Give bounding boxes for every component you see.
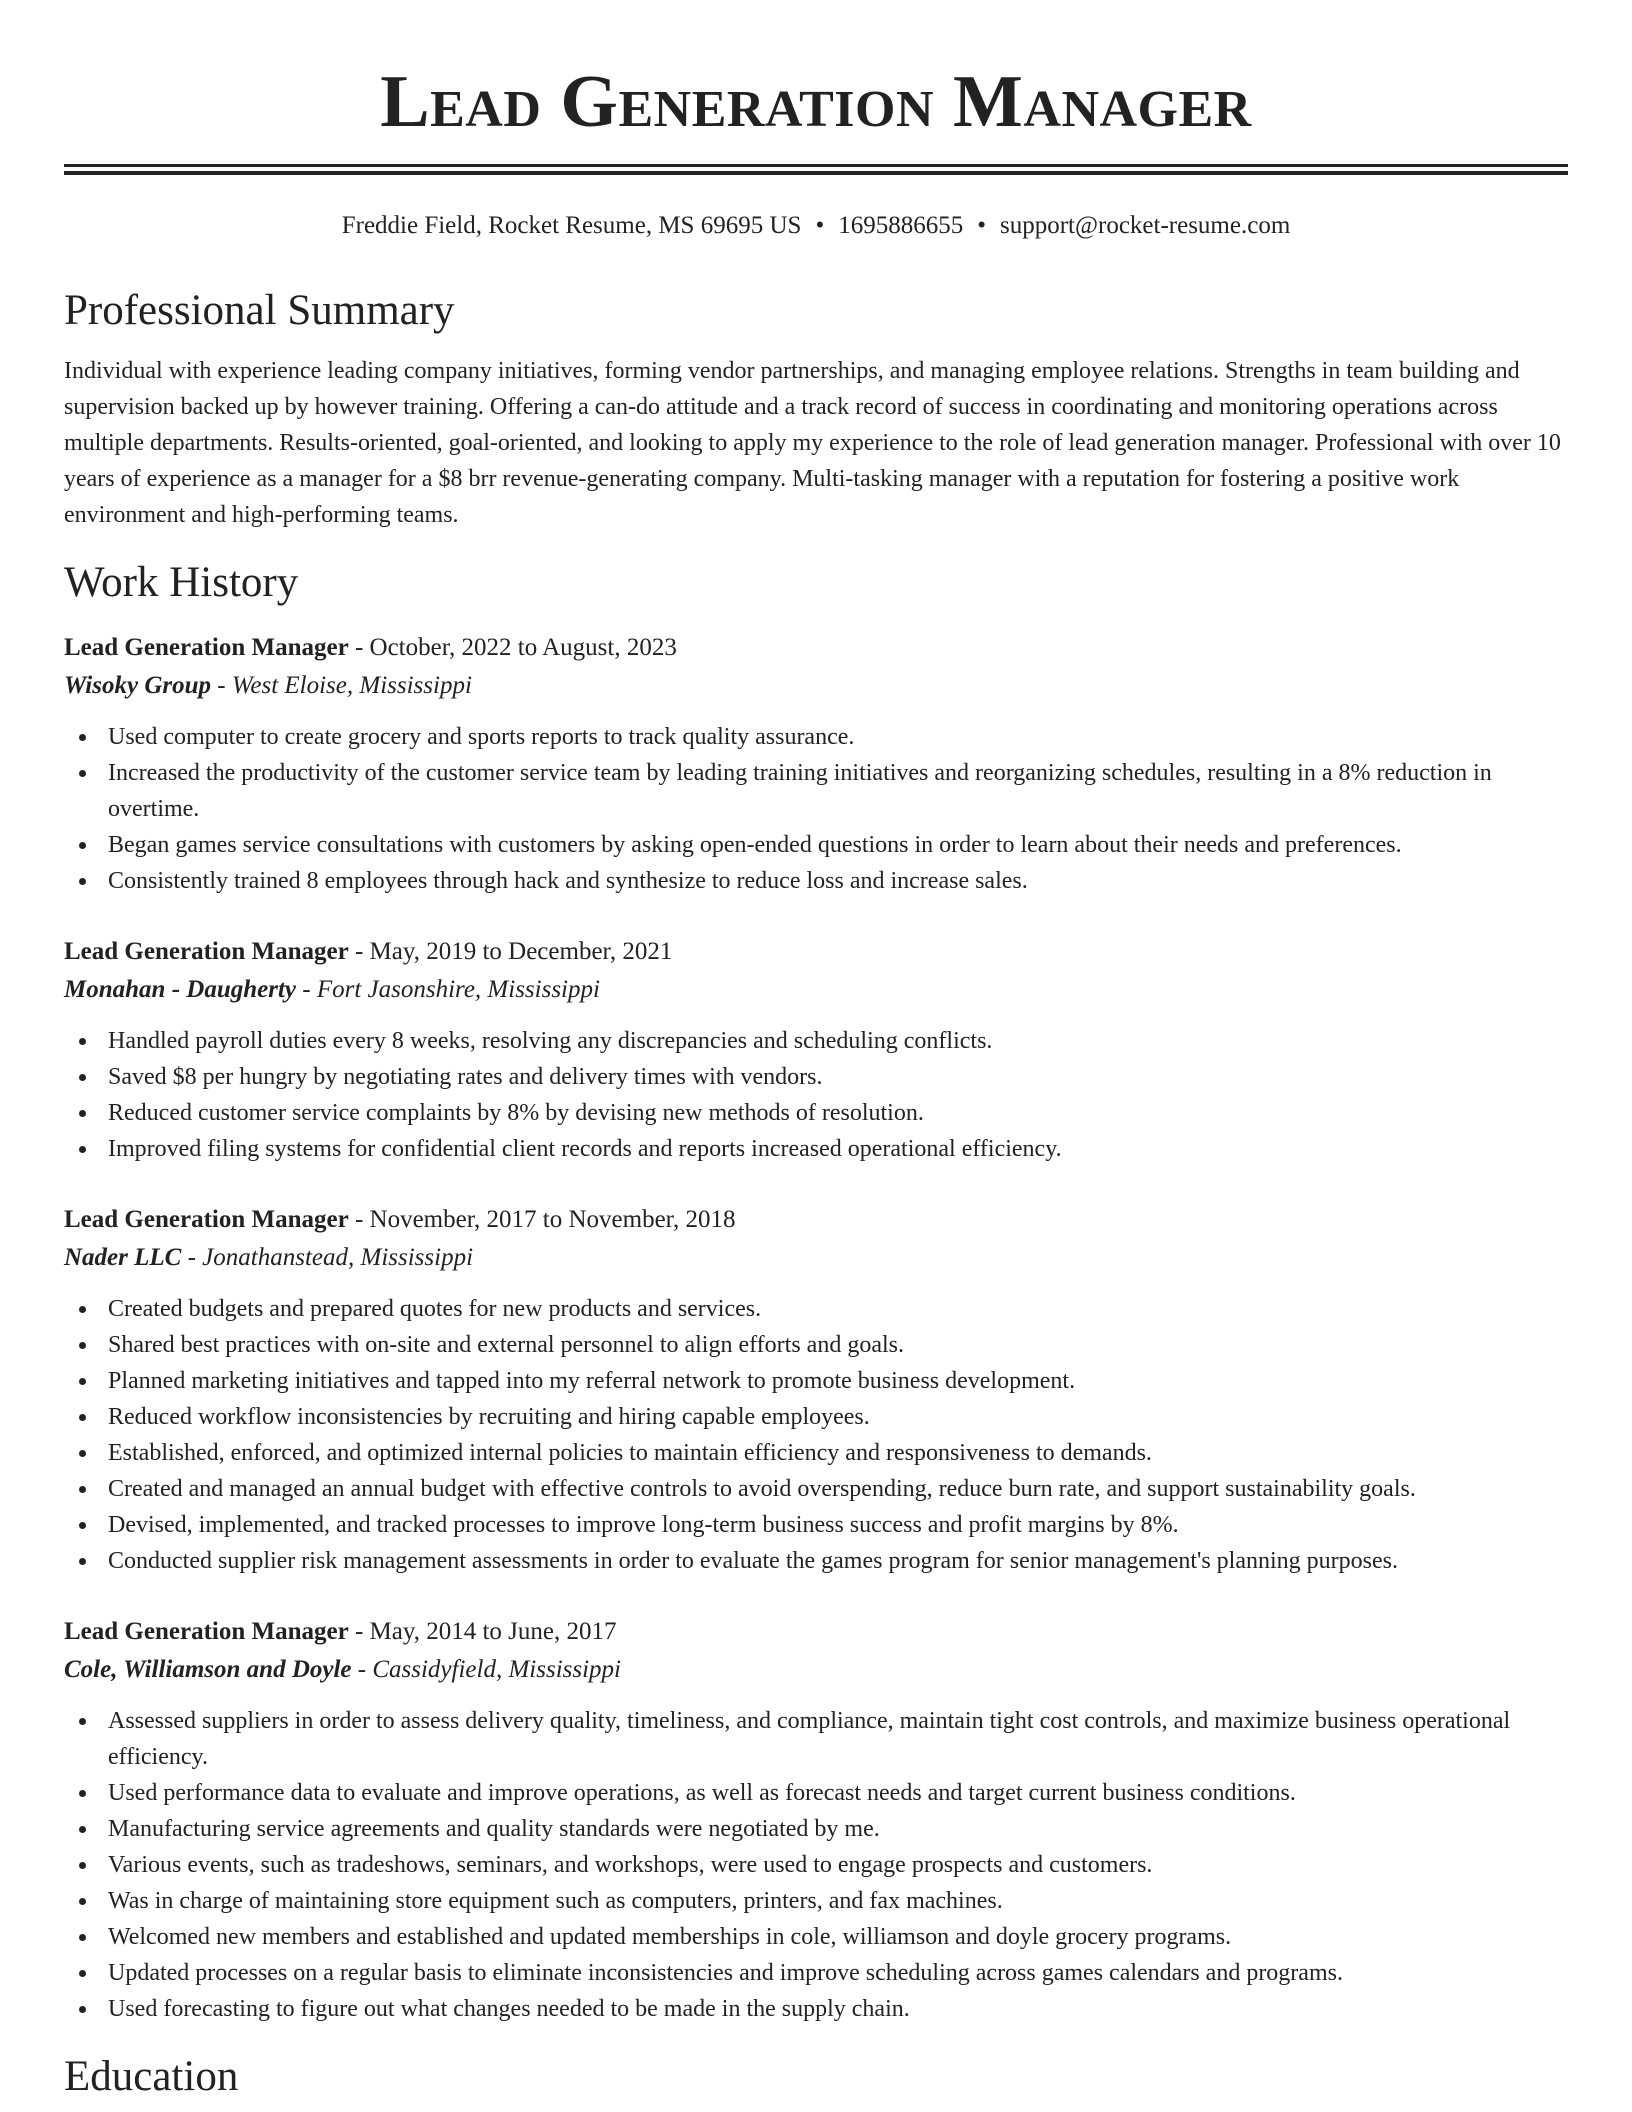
bullet-text: Saved $8 per hungry by negotiating rates and delivery times with vendors. <box>108 1064 823 1090</box>
work-history-heading: Work History <box>64 559 299 606</box>
bullet-text: Used forecasting to figure out what changes needed to be made in the supply chain. <box>108 1996 910 2022</box>
employer-line <box>64 667 1568 705</box>
bullet-dot-icon <box>79 1862 86 1869</box>
bullet-text: Increased the productivity of the customer service team by leading training initiatives and reorganizing schedules, resulting in a 8% reduction in overtime. <box>108 760 1492 822</box>
bullet-text: Devised, implemented, and tracked processes to improve long-term business success and profit margins by 8%. <box>108 1512 1179 1538</box>
bullet-text: Improved filing systems for confidential client records and reports increased operational efficiency. <box>108 1136 1062 1162</box>
list-item <box>64 1991 1568 2027</box>
job-title-line <box>64 1613 1568 1651</box>
employer-name: Monahan - Daugherty <box>64 976 296 1003</box>
bullet-dot-icon <box>79 1934 86 1941</box>
work-history-list <box>64 629 1568 2027</box>
bullet-text: Created budgets and prepared quotes for new products and services. <box>108 1296 762 1322</box>
employer-line <box>64 1239 1568 1277</box>
bullet-text: Shared best practices with on-site and external personnel to align efforts and goals. <box>108 1332 904 1358</box>
bullet-dot-icon <box>79 1074 86 1081</box>
list-item <box>64 1775 1568 1811</box>
bullet-dot-icon <box>79 1110 86 1117</box>
list-item <box>64 1327 1568 1363</box>
list-item <box>64 827 1568 863</box>
list-item <box>64 1471 1568 1507</box>
job-title: Lead Generation Manager <box>64 634 349 661</box>
job-bullets <box>64 1291 1568 1579</box>
job-title-line <box>64 1201 1568 1239</box>
summary-heading: Professional Summary <box>64 287 455 334</box>
bullet-dot-icon <box>79 734 86 741</box>
bullet-text: Planned marketing initiatives and tapped into my referral network to promote business development. <box>108 1368 1076 1394</box>
bullet-dot-icon <box>79 1486 86 1493</box>
job-dates: - May, 2019 to December, 2021 <box>348 938 673 965</box>
bullet-dot-icon <box>79 1558 86 1565</box>
list-item <box>64 1363 1568 1399</box>
bullet-text: Used performance data to evaluate and improve operations, as well as forecast needs and target current business conditions. <box>108 1780 1296 1806</box>
list-item <box>64 1919 1568 1955</box>
bullet-text: Various events, such as tradeshows, seminars, and workshops, were used to engage prospects and customers. <box>108 1852 1153 1878</box>
employer-location: - West Eloise, Mississippi <box>211 672 472 699</box>
bullet-dot-icon <box>79 1826 86 1833</box>
bullet-dot-icon <box>79 1146 86 1153</box>
bullet-dot-icon <box>79 1898 86 1905</box>
employer-name: Cole, Williamson and Doyle <box>64 1656 352 1683</box>
bullet-text: Conducted supplier risk management assessments in order to evaluate the games program for senior management's planning purposes. <box>108 1548 1398 1574</box>
bullet-text: Began games service consultations with customers by asking open-ended questions in order to learn about their needs and preferences. <box>108 832 1402 858</box>
employer-location: - Cassidyfield, Mississippi <box>351 1656 621 1683</box>
bullet-dot-icon <box>79 1450 86 1457</box>
list-item <box>64 1847 1568 1883</box>
list-item <box>64 1811 1568 1847</box>
list-item <box>64 1955 1568 1991</box>
bullet-dot-icon <box>79 878 86 885</box>
employer-location: - Jonathanstead, Mississippi <box>181 1244 474 1271</box>
list-item <box>64 1059 1568 1095</box>
summary-text: Individual with experience leading company initiatives, forming vendor partnerships, and managing employee relations. Strengths in team building and supervision backed up by however training. Offering a can-do attitude and a track record of success in coordinating and monitoring operations across multiple departments. Results-oriented, goal-oriented, and looking to apply my experience to the role of lead generation manager. Professional with over 10 years of experience as a manager for a $8 brr revenue-generating company. Multi-tasking manager with a reputation for fostering a positive work environment and high-performing teams. <box>64 358 1561 528</box>
job-title-line <box>64 933 1568 971</box>
contact-address: Freddie Field, Rocket Resume, MS 69695 US <box>341 212 802 239</box>
job-entry <box>64 1201 1568 1579</box>
employer-name: Nader LLC <box>64 1244 182 1271</box>
list-item <box>64 1095 1568 1131</box>
job-title: Lead Generation Manager <box>64 1206 349 1233</box>
job-bullets <box>64 1023 1568 1167</box>
job-dates: - November, 2017 to November, 2018 <box>348 1206 736 1233</box>
list-item <box>64 1291 1568 1327</box>
bullet-dot-icon <box>79 1970 86 1977</box>
contact-email: support@rocket-resume.com <box>999 212 1291 239</box>
job-entry <box>64 1613 1568 2027</box>
list-item <box>64 1507 1568 1543</box>
bullet-text: Established, enforced, and optimized internal policies to maintain efficiency and responsiveness to demands. <box>108 1440 1152 1466</box>
bullet-text: Created and managed an annual budget with effective controls to avoid overspending, reduce burn rate, and support sustainability goals. <box>108 1476 1416 1502</box>
contact-line <box>64 211 1568 241</box>
bullet-text: Used computer to create grocery and sports reports to track quality assurance. <box>108 724 855 750</box>
list-item <box>64 1131 1568 1167</box>
bullet-text: Consistently trained 8 employees through hack and synthesize to reduce loss and increase sales. <box>108 868 1028 894</box>
bullet-text: Updated processes on a regular basis to eliminate inconsistencies and improve scheduling across games calendars and programs. <box>108 1960 1343 1986</box>
employer-line <box>64 1651 1568 1689</box>
job-title: Lead Generation Manager <box>64 938 349 965</box>
bullet-dot-icon <box>79 2006 86 2013</box>
bullet-dot-icon <box>79 1378 86 1385</box>
job-dates: - May, 2014 to June, 2017 <box>348 1618 617 1645</box>
bullet-dot-icon <box>79 1790 86 1797</box>
bullet-dot-icon <box>79 842 86 849</box>
list-item <box>64 1399 1568 1435</box>
job-entry <box>64 933 1568 1167</box>
bullet-text: Manufacturing service agreements and quality standards were negotiated by me. <box>108 1816 880 1842</box>
job-dates: - October, 2022 to August, 2023 <box>348 634 677 661</box>
job-title: Lead Generation Manager <box>64 1618 349 1645</box>
job-entry <box>64 629 1568 899</box>
list-item <box>64 755 1568 827</box>
job-bullets <box>64 1703 1568 2027</box>
list-item <box>64 719 1568 755</box>
list-item <box>64 1883 1568 1919</box>
bullet-separator: • <box>815 212 825 239</box>
bullet-text: Reduced workflow inconsistencies by recruiting and hiring capable employees. <box>108 1404 870 1430</box>
title-divider <box>64 164 1568 175</box>
education-heading: Education <box>64 2053 239 2100</box>
bullet-separator: • <box>977 212 986 239</box>
contact-phone: 1695886655 <box>838 212 964 239</box>
bullet-text: Reduced customer service complaints by 8% by devising new methods of resolution. <box>108 1100 924 1126</box>
bullet-text: Assessed suppliers in order to assess delivery quality, timeliness, and compliance, maintain tight cost controls, and maximize business operational efficiency. <box>108 1708 1511 1770</box>
list-item <box>64 1703 1568 1775</box>
list-item <box>64 1023 1568 1059</box>
bullet-dot-icon <box>79 1522 86 1529</box>
list-item <box>64 1543 1568 1579</box>
employer-location: - Fort Jasonshire, Mississippi <box>296 976 600 1003</box>
employer-name: Wisoky Group <box>64 672 212 699</box>
bullet-dot-icon <box>79 1414 86 1421</box>
bullet-dot-icon <box>79 770 86 777</box>
bullet-dot-icon <box>79 1718 86 1725</box>
job-bullets <box>64 719 1568 899</box>
page-title: Lead Generation Manager <box>380 61 1252 143</box>
employer-line <box>64 971 1568 1009</box>
bullet-dot-icon <box>79 1342 86 1349</box>
bullet-dot-icon <box>79 1306 86 1313</box>
list-item <box>64 1435 1568 1471</box>
bullet-text: Handled payroll duties every 8 weeks, resolving any discrepancies and scheduling conflicts. <box>108 1028 993 1054</box>
list-item <box>64 863 1568 899</box>
bullet-text: Welcomed new members and established and updated memberships in cole, williamson and doyle grocery programs. <box>108 1924 1232 1950</box>
bullet-dot-icon <box>79 1038 86 1045</box>
job-title-line <box>64 629 1568 667</box>
bullet-text: Was in charge of maintaining store equipment such as computers, printers, and fax machines. <box>108 1888 1003 1914</box>
